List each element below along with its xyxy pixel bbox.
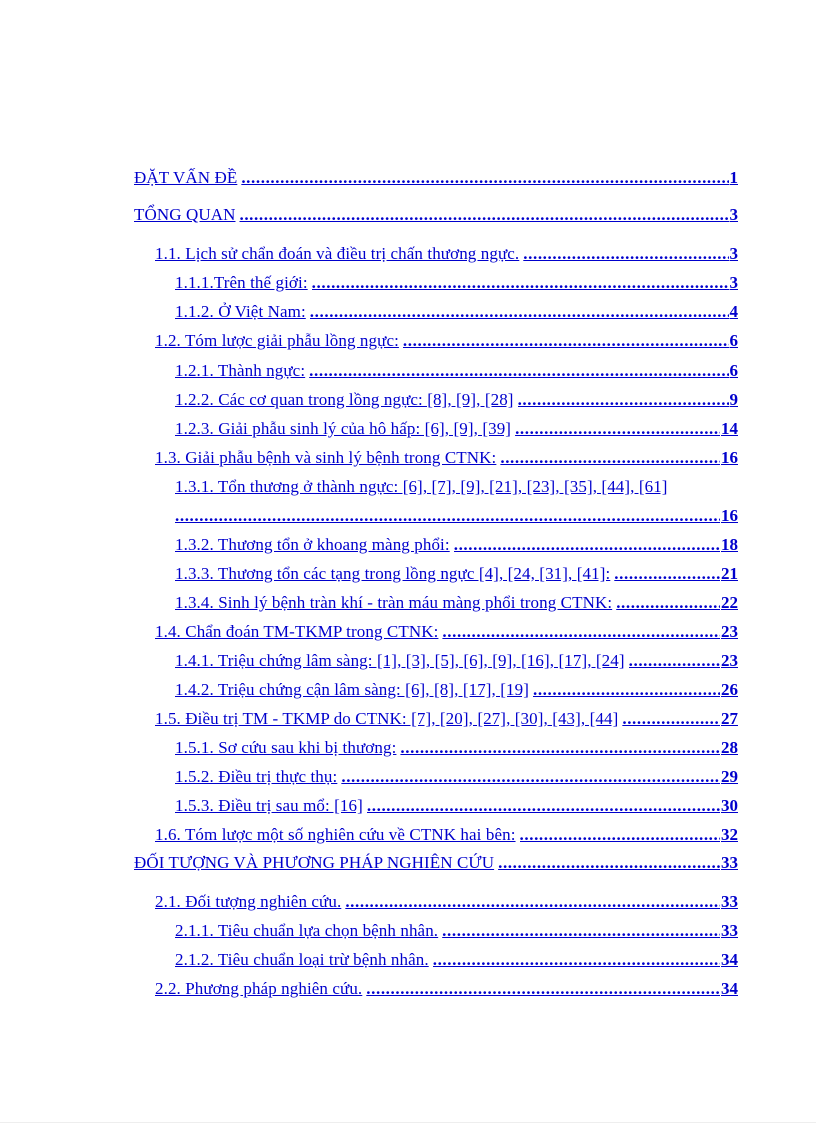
toc-page-number: 29 bbox=[721, 767, 738, 786]
toc-entry-1-3-1-continuation[interactable] bbox=[175, 503, 738, 529]
toc-entry-label: 1.3.4. Sinh lý bệnh tràn khí - tràn máu màng phổi trong CTNK: bbox=[175, 593, 613, 612]
toc-page-number: 21 bbox=[721, 564, 738, 583]
toc-entry-label: 1.2.1. Thành ngực: bbox=[175, 361, 306, 380]
toc-entry-label: 1.3. Giải phẫu bệnh và sinh lý bệnh trong CTNK: bbox=[155, 448, 497, 467]
toc-leader-dots bbox=[442, 918, 720, 944]
toc-leader-dots bbox=[403, 328, 729, 354]
toc-page-number: 34 bbox=[721, 950, 738, 969]
toc-leader-dots bbox=[239, 202, 728, 228]
toc-entry-1-1[interactable] bbox=[155, 241, 738, 267]
toc-entry-label: 1.4.1. Triệu chứng lâm sàng: [1], [3], [5], [6], [9], [16], [17], [24] bbox=[175, 651, 625, 670]
toc-leader-dots bbox=[616, 590, 720, 616]
toc-entry-1-1-1[interactable] bbox=[175, 270, 738, 296]
toc-leader-dots bbox=[515, 416, 720, 442]
toc-entry-label: 2.1.2. Tiêu chuẩn loại trừ bệnh nhân. bbox=[175, 950, 429, 969]
toc-entry-1-3[interactable] bbox=[155, 445, 738, 471]
toc-page-number: 33 bbox=[721, 921, 738, 940]
toc-entry-2-2[interactable] bbox=[155, 976, 738, 1002]
toc-leader-dots bbox=[622, 706, 720, 732]
toc-leader-dots bbox=[498, 850, 720, 876]
toc-entry-1-6[interactable] bbox=[155, 822, 738, 848]
toc-leader-dots bbox=[533, 677, 720, 703]
toc-leader-dots bbox=[366, 976, 720, 1002]
toc-page-number: 18 bbox=[721, 535, 738, 554]
toc-entry-1-2-3[interactable] bbox=[175, 416, 738, 442]
toc-leader-dots bbox=[367, 793, 720, 819]
toc-leader-dots bbox=[518, 387, 729, 413]
toc-leader-dots bbox=[175, 503, 720, 529]
toc-entry-label: 1.5.1. Sơ cứu sau khi bị thương: bbox=[175, 738, 397, 757]
toc-leader-dots bbox=[341, 764, 720, 790]
toc-entry-1-3-1[interactable] bbox=[175, 474, 738, 500]
toc-page-number: 22 bbox=[721, 593, 738, 612]
toc-page-number: 30 bbox=[721, 796, 738, 815]
toc-entry-label: 1.3.2. Thương tổn ở khoang màng phổi: bbox=[175, 535, 450, 554]
toc-leader-dots bbox=[309, 358, 728, 384]
toc-entry-label: ĐỐI TƯỢNG VÀ PHƯƠNG PHÁP NGHIÊN CỨU bbox=[134, 853, 495, 872]
toc-page-number: 34 bbox=[721, 979, 738, 998]
toc-entry-label: 1.3.1. Tổn thương ở thành ngực: [6], [7], [9], [21], [23], [35], [44], [61] bbox=[175, 477, 668, 496]
toc-page-number: 6 bbox=[729, 331, 738, 350]
toc-page-number: 16 bbox=[721, 506, 738, 525]
toc-entry-2-1[interactable] bbox=[155, 889, 738, 915]
toc-leader-dots bbox=[312, 270, 729, 296]
toc-entry-label: 1.6. Tóm lược một số nghiên cứu về CTNK hai bên: bbox=[155, 825, 516, 844]
toc-page-number: 14 bbox=[721, 419, 738, 438]
toc-entry-label: 1.4. Chẩn đoán TM-TKMP trong CTNK: bbox=[155, 622, 439, 641]
toc-page-number: 3 bbox=[729, 244, 738, 263]
toc-entry-label: 1.1.1.Trên thế giới: bbox=[175, 273, 308, 292]
toc-entry-label: TỔNG QUAN bbox=[134, 205, 236, 224]
toc-entry-1-4-1[interactable] bbox=[175, 648, 738, 674]
toc-page-number: 9 bbox=[729, 390, 738, 409]
toc-entry-label: 2.2. Phương pháp nghiên cứu. bbox=[155, 979, 363, 998]
toc-page-number: 32 bbox=[721, 825, 738, 844]
toc-entry-1-1-2[interactable] bbox=[175, 299, 738, 325]
toc-page-number: 26 bbox=[721, 680, 738, 699]
toc-entry-label: 1.1.2. Ở Việt Nam: bbox=[175, 302, 306, 321]
toc-entry-1-2-2[interactable] bbox=[175, 387, 738, 413]
toc-entry-1-3-3[interactable] bbox=[175, 561, 738, 587]
toc-page-number: 6 bbox=[729, 361, 738, 380]
toc-entry-label: 1.2.2. Các cơ quan trong lồng ngực: [8], [9], [28] bbox=[175, 390, 514, 409]
toc-page-number: 23 bbox=[721, 651, 738, 670]
toc-page-number: 1 bbox=[729, 168, 738, 187]
toc-leader-dots bbox=[454, 532, 720, 558]
toc-entry-label: 1.2. Tóm lược giải phẫu lồng ngực: bbox=[155, 331, 399, 350]
toc-page-number: 23 bbox=[721, 622, 738, 641]
toc-entry-label: 1.5.3. Điều trị sau mổ: [16] bbox=[175, 796, 363, 815]
toc-entry-1-2-1[interactable] bbox=[175, 358, 738, 384]
toc-entry-1-5-2[interactable] bbox=[175, 764, 738, 790]
toc-page-number: 3 bbox=[729, 273, 738, 292]
toc-leader-dots bbox=[345, 889, 720, 915]
toc-leader-dots bbox=[442, 619, 720, 645]
toc-entry-label: 1.1. Lịch sử chẩn đoán và điều trị chấn thương ngực. bbox=[155, 244, 520, 263]
toc-page-number: 27 bbox=[721, 709, 738, 728]
toc-entry-1-5[interactable] bbox=[155, 706, 738, 732]
toc-entry-label: 2.1. Đối tượng nghiên cứu. bbox=[155, 892, 342, 911]
toc-page-number: 16 bbox=[721, 448, 738, 467]
toc-leader-dots bbox=[400, 735, 720, 761]
toc-entry-1-4-2[interactable] bbox=[175, 677, 738, 703]
toc-entry-doi-tuong[interactable] bbox=[134, 850, 738, 876]
toc-entry-1-2[interactable] bbox=[155, 328, 738, 354]
toc-entry-label: 1.5.2. Điều trị thực thụ: bbox=[175, 767, 338, 786]
toc-leader-dots bbox=[614, 561, 720, 587]
toc-entry-2-1-2[interactable] bbox=[175, 947, 738, 973]
toc-leader-dots bbox=[520, 822, 720, 848]
toc-entry-label: 1.2.3. Giải phẫu sinh lý của hô hấp: [6], [9], [39] bbox=[175, 419, 512, 438]
toc-entry-1-3-2[interactable] bbox=[175, 532, 738, 558]
toc-leader-dots bbox=[629, 648, 720, 674]
toc-entry-1-5-3[interactable] bbox=[175, 793, 738, 819]
toc-entry-tong-quan[interactable] bbox=[134, 202, 738, 228]
toc-entry-1-3-4[interactable] bbox=[175, 590, 738, 616]
toc-page-number: 33 bbox=[721, 892, 738, 911]
toc-leader-dots bbox=[500, 445, 720, 471]
toc-entry-1-4[interactable] bbox=[155, 619, 738, 645]
toc-entry-2-1-1[interactable] bbox=[175, 918, 738, 944]
toc-entry-1-5-1[interactable] bbox=[175, 735, 738, 761]
toc-page-number: 4 bbox=[729, 302, 738, 321]
toc-leader-dots bbox=[523, 241, 728, 267]
toc-entry-label: 1.3.3. Thương tổn các tạng trong lồng ngực [4], [24, [31], [41]: bbox=[175, 564, 611, 583]
toc-entry-label: 1.4.2. Triệu chứng cận lâm sàng: [6], [8], [17], [19] bbox=[175, 680, 529, 699]
toc-page-number: 28 bbox=[721, 738, 738, 757]
toc-leader-dots bbox=[433, 947, 720, 973]
toc-leader-dots bbox=[241, 165, 728, 191]
toc-page-number: 33 bbox=[721, 853, 738, 872]
toc-entry-dat-van-de[interactable] bbox=[134, 165, 738, 191]
toc-page-number: 3 bbox=[729, 205, 738, 224]
toc-entry-label: 1.5. Điều trị TM - TKMP do CTNK: [7], [20], [27], [30], [43], [44] bbox=[155, 709, 619, 728]
toc-entry-label: 2.1.1. Tiêu chuẩn lựa chọn bệnh nhân. bbox=[175, 921, 439, 940]
toc-leader-dots bbox=[310, 299, 729, 325]
toc-entry-label: ĐẶT VẤN ĐỀ bbox=[134, 168, 238, 187]
